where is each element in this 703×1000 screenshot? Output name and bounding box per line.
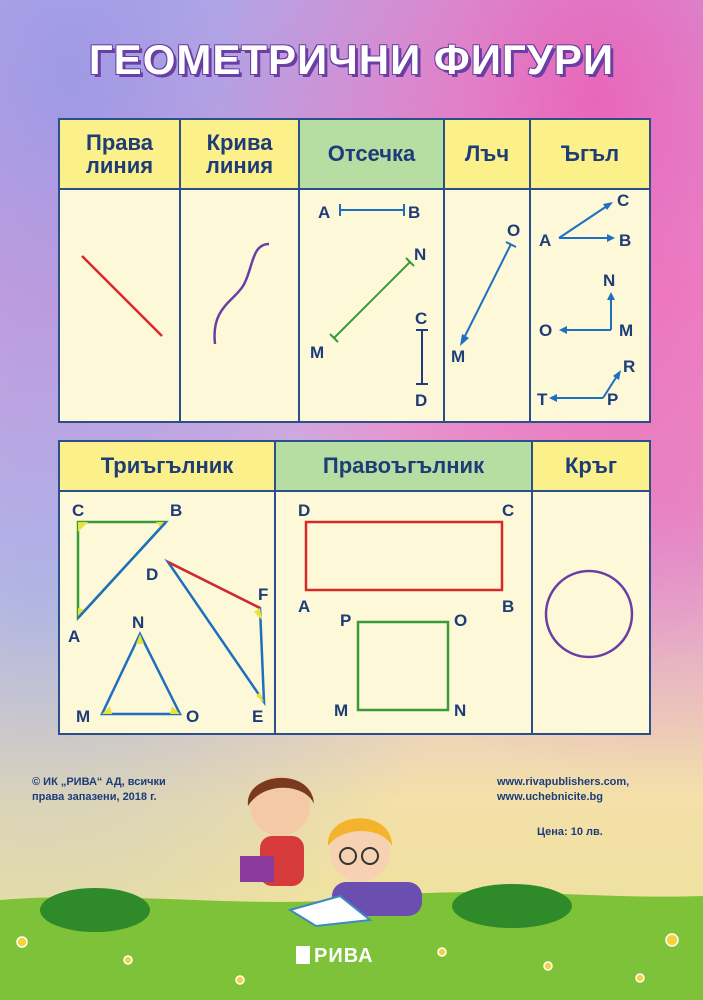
textbooks-link[interactable]: www.uchebnicite.bg <box>497 791 603 804</box>
flower-icon <box>17 937 27 947</box>
flower-icon <box>666 934 678 946</box>
square-label-p: P <box>340 611 352 630</box>
angle-label-o: O <box>539 321 553 340</box>
header-curved-line: Крива линия <box>180 119 299 189</box>
segment-label-b: B <box>408 203 421 222</box>
publisher-logo-icon <box>296 946 310 964</box>
triangle-figure <box>60 492 274 728</box>
cell-rectangle <box>275 491 532 734</box>
triangle-label-e: E <box>252 707 264 726</box>
angle-label-c: C <box>617 191 630 210</box>
triangle-label-d: D <box>146 565 159 584</box>
header-straight-line: Права линия <box>59 119 180 189</box>
angle-label-r: R <box>623 357 636 376</box>
straight-line-figure <box>60 190 179 416</box>
flower-icon <box>124 956 132 964</box>
cell-ray <box>444 189 530 422</box>
triangle-label-f: F <box>258 585 269 604</box>
triangle-label-o: O <box>186 707 200 726</box>
shapes-table <box>58 440 651 735</box>
publisher-links <box>497 775 629 806</box>
ray-label-m: M <box>451 347 466 366</box>
lines-table <box>58 118 651 423</box>
rectangle-label-a: A <box>298 597 311 616</box>
bush-right <box>452 884 572 928</box>
curved-line-figure <box>181 190 298 416</box>
ray-figure <box>445 190 529 416</box>
rectangle-figure <box>276 492 531 728</box>
square-label-n: N <box>454 701 467 720</box>
cell-straight-line <box>59 189 180 422</box>
angle-figure <box>531 190 649 416</box>
segment-label-n: N <box>414 245 427 264</box>
copyright-notice: © ИК „РИВА“ АД, всички права запазени, 2018 г. <box>32 776 166 804</box>
ray-label-o: O <box>507 221 521 240</box>
reading-children-illustration <box>220 760 440 930</box>
segment-figure <box>300 190 443 416</box>
triangle-label-b: B <box>170 501 183 520</box>
triangle-label-m: M <box>76 707 91 726</box>
flower-icon <box>636 974 644 982</box>
page-title: ГЕОМЕТРИЧНИ ФИГУРИ <box>88 36 615 83</box>
triangle-label-n: N <box>132 613 145 632</box>
cell-triangle <box>59 491 275 734</box>
angle-label-b: B <box>619 231 632 250</box>
publisher-logo: РИВА <box>296 945 374 968</box>
bush-left <box>40 888 150 932</box>
triangle-label-c: C <box>72 501 85 520</box>
header-ray: Лъч <box>444 119 530 189</box>
triangle-label-a: A <box>68 627 81 646</box>
segment-label-m: M <box>310 343 325 362</box>
angle-label-p: P <box>607 390 619 409</box>
cell-circle <box>532 491 650 734</box>
angle-label-t: T <box>537 390 548 409</box>
rectangle-label-d: D <box>298 501 311 520</box>
header-angle: Ъгъл <box>530 119 650 189</box>
square-label-m: M <box>334 701 349 720</box>
segment-label-a: A <box>318 203 331 222</box>
price-label: Цена: 10 лв. <box>537 826 603 838</box>
angle-label-m: M <box>619 321 634 340</box>
cell-angle <box>530 189 650 422</box>
cell-segment <box>299 189 444 422</box>
flower-icon <box>544 962 552 970</box>
rectangle-label-b: B <box>502 597 515 616</box>
circle-figure <box>533 492 649 728</box>
header-rectangle: Правоъгълник <box>275 441 532 491</box>
header-circle: Кръг <box>532 441 650 491</box>
square-label-o: O <box>454 611 468 630</box>
segment-label-c: C <box>415 309 428 328</box>
segment-label-d: D <box>415 391 428 410</box>
angle-label-n: N <box>603 271 616 290</box>
header-segment: Отсечка <box>299 119 444 189</box>
flower-icon <box>236 976 244 984</box>
angle-label-a: A <box>539 231 552 250</box>
cell-curved-line <box>180 189 299 422</box>
publisher-link[interactable]: www.rivapublishers.com, <box>497 776 630 788</box>
flower-icon <box>438 948 446 956</box>
rectangle-label-c: C <box>502 501 515 520</box>
header-triangle: Триъгълник <box>59 441 275 491</box>
